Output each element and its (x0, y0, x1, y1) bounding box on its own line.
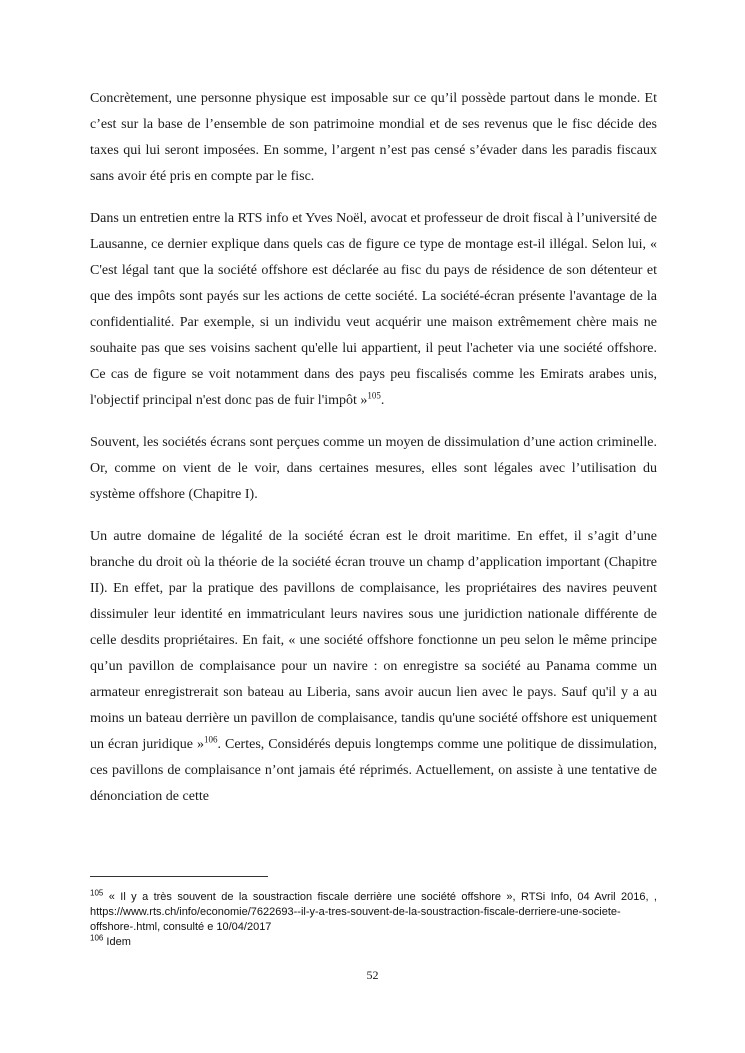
paragraph-4-text: Un autre domaine de légalité de la société écran est le droit maritime. En effet, il s’agit d’une branche du droit où la théorie de la société écran trouve un champ d’application important (Chapitre II). En effet, par la pratique des pavillons de complaisance, les propriétaires des navires peuvent dissimuler leur identité en immatriculant leurs navires sous une juridiction nationale différente de celle desdits propriétaires. En fait, « une société offshore fonctionne un peu selon le même principe qu’un pavillon de complaisance pour un navire : on enregistre sa société au Panama comme un armateur enregistrerait son bateau au Liberia, sans avoir aucun lien avec le pays. Sauf qu'il y a au moins un bateau derrière un pavillon de complaisance, tandis qu'une société offshore est uniquement un écran juridique » (90, 529, 657, 752)
paragraph-4-text-end: . Certes, Considérés depuis longtemps comme une politique de dissimulation, ces pavillons de complaisance n’ont jamais été réprimés. Actuellement, on assiste à une tentative de dénonciation de cette (90, 737, 658, 804)
paragraph-4 (90, 524, 657, 810)
footnote-105-text: « Il y a très souvent de la soustraction fiscale derrière une société offshore », RTSi Info, 04 Avril 2016, , (103, 891, 657, 903)
footnote-105 (90, 890, 657, 935)
footnote-105-text-end: , consulté e 10/04/2017 (157, 921, 272, 933)
footnote-106 (90, 935, 657, 950)
footnote-area (90, 876, 657, 950)
paragraph-3 (90, 430, 657, 508)
page-number: 52 (366, 968, 379, 982)
page-body (90, 86, 657, 826)
paragraph-3-text: Souvent, les sociétés écrans sont perçues comme un moyen de dissimulation d’une action criminelle. Or, comme on vient de le voir, dans certaines mesures, elles sont légales avec l’utilisation du système offshore (Chapitre I). (90, 435, 657, 502)
paragraph-1 (90, 86, 657, 190)
footnote-105-marker: 105 (90, 888, 104, 898)
paragraph-1-text: Concrètement, une personne physique est imposable sur ce qu’il possède partout dans le monde. Et c’est sur la base de l’ensemble de son patrimoine mondial et de ses revenus que le fisc décide des taxes qui lui seront imposées. En somme, l’argent n’est pas censé s’évader dans les paradis fiscaux sans avoir été pris en compte par le fisc. (90, 91, 657, 184)
footnote-separator-rule (90, 876, 268, 877)
footnote-reference-106: 106 (203, 734, 218, 745)
paragraph-2-text: Dans un entretien entre la RTS info et Yves Noël, avocat et professeur de droit fiscal à l’université de Lausanne, ce dernier explique dans quels cas de figure ce type de montage est-il illégal. Selon lui, « C'est légal tant que la société offshore est déclarée au fisc du pays de résidence de son détenteur et que des impôts sont payés sur les actions de cette société. La société-écran présente l'avantage de la confidentialité. Par exemple, si un individu veut acquérir une maison extrêmement chère mais ne souhaite pas que ses voisins sachent qu'elle lui appartient, il peut l'acheter via une société offshore. Ce cas de figure se voit notamment dans des pays peu fiscalisés comme les Emirats arabes unis, l'objectif principal n'est donc pas de fuir l'impôt » (90, 211, 657, 408)
footnote-106-marker: 106 (90, 933, 104, 943)
paragraph-2-text-end: . (380, 393, 385, 408)
footnote-reference-105: 105 (367, 390, 381, 401)
paragraph-2 (90, 206, 657, 414)
footnote-106-text: Idem (103, 936, 131, 948)
footnote-105-url: https://www.rts.ch/info/economie/7622693--il-y-a-tres-souvent-de-la-soustraction-fiscale-derriere-une-societe-offshore-.html (90, 906, 621, 933)
